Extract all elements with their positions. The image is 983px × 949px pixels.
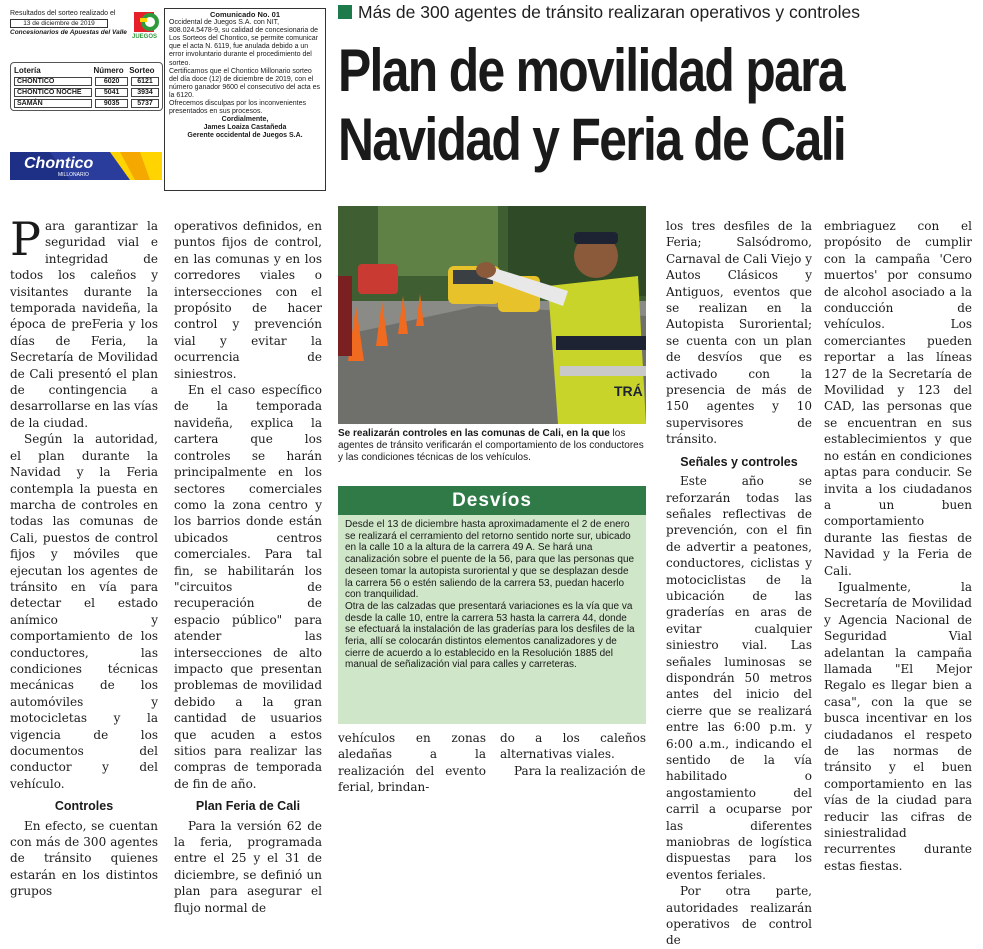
chontico-logo-text: Chontico [24, 155, 94, 172]
paragraph: Este año se reforzarán todas las señales reflectivas de prevención, con el fin de advertir a peatones, conductores, ciclistas y motociclistas de la ubicación de las graderías en aras de evitar cualquier siniestro vial. Las señales luminosas se dispondrán 50 metros antes del inicio del cierre que se realizará entre las 6:00 p.m. y 6:00 a.m., indicando el sentido de la vía habilitado o angostamiento del carril a ocuparse por las diferentes maniobras de logística dispuestas para los eventos feriales. [666, 474, 812, 882]
lottery-results [10, 10, 163, 107]
lottery-table [10, 62, 163, 111]
lottery-table-header: Lotería Número Sorteo [14, 66, 155, 75]
article-headline [338, 36, 869, 174]
article-column-5 [824, 218, 972, 874]
desvios-p1: Desde el 13 de diciembre hasta aproximadamente el 2 de enero se realizará el cerramiento del retorno sentido norte sur, ubicado en la calle 10 a la altura de la carrera 49 A. Se hará una canalización sobre el puente de la 56, para que las personas que deseen tomar la autopista suroriental y que se desplazan desde la carrera 56 o estén saliendo de la carrera 53, puedan hacerlo con tranquilidad. [345, 519, 635, 601]
article-kicker: Más de 300 agentes de tránsito realizaran operativos y controles [338, 2, 860, 23]
photo-caption [338, 428, 646, 464]
headline-line2: Navidad y Feria de Cali [338, 106, 846, 173]
desvios-box [338, 486, 646, 724]
lottery-row: CHONTICO NOCHE 5041 3934 [14, 88, 159, 97]
article-column-2-continued [338, 730, 486, 796]
communique-sign3: Gerente occidental de Juegos S.A. [187, 132, 303, 140]
paragraph: embriaguez con el propósito de cumplir con la campaña 'Cero muertos' por consumo de alcohol asociado a la conducción de vehículos. Los comerciantes pueden reportar a las líneas 127 de la Secretaría de Movilidad y 123 del CAD, las personas que se encuentran en sus establecimientos y que no están en condiciones aptas para conducir. Se invita a los ciudadanos a un buen comportamiento durante las fiestas de Navidad y la Feria de Cali. [824, 219, 972, 578]
paragraph: operativos definidos, en puntos fijos de control, en las comunas y en los corredores viales o intersecciones con el propósito de hacer control y prevención vial y evitar la ocurrencia de siniestros. [174, 219, 322, 381]
paragraph: Por otra parte, autoridades realizarán operativos de control de [666, 884, 812, 948]
communique-p3: Ofrecemos disculpas por los inconvenientes presentados en sus procesos. [169, 100, 306, 116]
paragraph: Igualmente, la Secretaría de Movilidad y Agencia Nacional de Seguridad Vial adelantan la campaña llamada "El Mejor Regalo es llegar bien a casa", con la que se busca incentivar en los ciudadanos el respeto de las normas de tránsito y el buen comportamiento en las vías de la ciudad para reducir las cifras de siniestralidad recurrentes durante estas fiestas. [824, 579, 972, 873]
results-date: 13 de diciembre de 2019 [10, 19, 108, 28]
desvios-title: Desvíos [338, 486, 646, 515]
caption-bold: Se realizarán controles en las comunas de Cali, en la que [338, 428, 610, 439]
paragraph: Para la realización de [514, 763, 646, 778]
communique-box [164, 8, 326, 191]
paragraph: do a los caleños alternativas viales. [500, 731, 646, 762]
communique-p1: Occidental de Juegos S.A. con NIT, 808.024.5478-9, su calidad de concesionaria de Los Sorteos del Chontico, se permite comunicar que el acta N. 6119, fue anulada debido a un error involuntario durante el procedimiento del sorteo. [169, 19, 319, 67]
concessionaires-label: Concesionarios de Apuestas del Valle [10, 29, 127, 36]
paragraph: los tres desfiles de la Feria; Salsódromo, Carnaval de Cali Viejo y Autos Clásicos y Antiguos, eventos que se realizan en la Autopista Suroriental; se cuenta con un plan de desvíos que es activado con la presencia de más de 150 agentes y 10 supervisores de tránsito. [666, 219, 812, 447]
paragraph: Según la autoridad, el plan durante la Navidad y la Feria contempla la puesta en marcha de controles en todas las comunas de Cali, puestos de control fijos y móviles que ejecutan los agentes de tránsito en vía para detectar el estado anímico y comportamiento de los conductores, las condiciones técnicas mecánicas de los automóviles y motocicletas y la vigencia de los documentos del conductor y del vehículo. [10, 432, 158, 791]
lottery-row: SAMÁN 9035 5737 [14, 99, 159, 108]
vest-text: TRÁ [614, 383, 643, 399]
article-column-1: Para garantizar la seguridad vial e integridad de todos los caleños y visitantes durante la temporada navideña, la época de preFeria y los días de Feria, la Secretaría de Movilidad de Cali presentó el plan de contingencia a desarrollarse en las vías de la ciudad. Según la autoridad, el plan durante la Navidad y la Feria contempla la puesta en marcha de controles en todas las comunas de Cali, puestos de control fijos y móviles que ejecutan los agentes de tránsito en vía para detectar el estado anímico y comportamiento de los conductores, las condiciones técnicas mecánicas de los automóviles y motocicletas y la vigencia de los documentos del conductor y del vehículo. Controles En efecto, se cuentan con más de 300 agentes de tránsito quienes estarán en los distintos grupos [10, 212, 158, 899]
communique-title: Comunicado No. 01 [209, 10, 280, 19]
subheading-plan-feria: Plan Feria de Cali [195, 799, 301, 814]
results-label: Resultados del sorteo realizado el [10, 10, 116, 17]
paragraph: En efecto, se cuentan con más de 300 agentes de tránsito quienes estarán en los distintos grupos [10, 818, 158, 899]
paragraph: vehículos en zonas aledañas a la realización del evento ferial, brindan- [338, 731, 486, 795]
headline-line1: Plan de movilidad para [338, 37, 844, 104]
subheading-senales: Señales y controles [680, 454, 798, 469]
juegos-logo: JUEGOS [130, 10, 164, 44]
article-column-4 [666, 218, 812, 949]
article-column-3-continued [500, 730, 646, 779]
chontico-banner [10, 152, 162, 180]
paragraph: Para la versión 62 de la feria, programada entre el 25 y el 31 de diciembre, se definió un plan para asegurar el flujo normal de [174, 818, 322, 915]
dropcap: P [10, 212, 41, 266]
paragraph: En el caso específico de la temporada navideña, explica la cartera que los controles se harán principalmente en los sectores comerciales como la zona centro y los barrios donde están ubicados centros comerciales. Para tal fin, se habilitarán los "circuitos de recuperación de espacio público" para atender las intersecciones de alto impacto que presentan problemas de movilidad debido a la gran cantidad de usuarios que acuden a estos sitios para realizar las compras de temporada de fin de año. [174, 383, 322, 791]
traffic-agent-photo [338, 206, 646, 424]
caption-text: los agentes de tránsito verificarán el comportamiento de los conductores y las condiciones técnicas de los vehículos. [338, 428, 644, 463]
kicker-square-icon [338, 5, 352, 19]
article-column-2 [174, 218, 322, 916]
chontico-logo-sub: MILLONARIO [58, 172, 89, 178]
lottery-row: CHONTICO 6020 6121 [14, 77, 159, 86]
subheading-controles: Controles [54, 799, 114, 814]
communique-sign2: James Loaiza Castañeda [203, 124, 287, 132]
communique-p2: Certificamos que el Chontico Millonario sorteo del día doce (12) de diciembre de 2019, con el número ganador 9600 el consecutivo del acta es la 6120. [169, 67, 320, 99]
desvios-p2: Otra de las calzadas que presentará variaciones es la vía que va desde la calle 10, entre la carrera 53 hasta la carrera 44, donde se efectuará la instalación de las graderías para los desfiles de la feria, allí se colocarán distintos elementos canalizadores y de cierre de acuerdo a lo establecido en la Resolución 1885 del manual de señalización vial para calles y carreteras. [345, 600, 635, 671]
communique-sign1: Cordialmente, [221, 116, 269, 124]
